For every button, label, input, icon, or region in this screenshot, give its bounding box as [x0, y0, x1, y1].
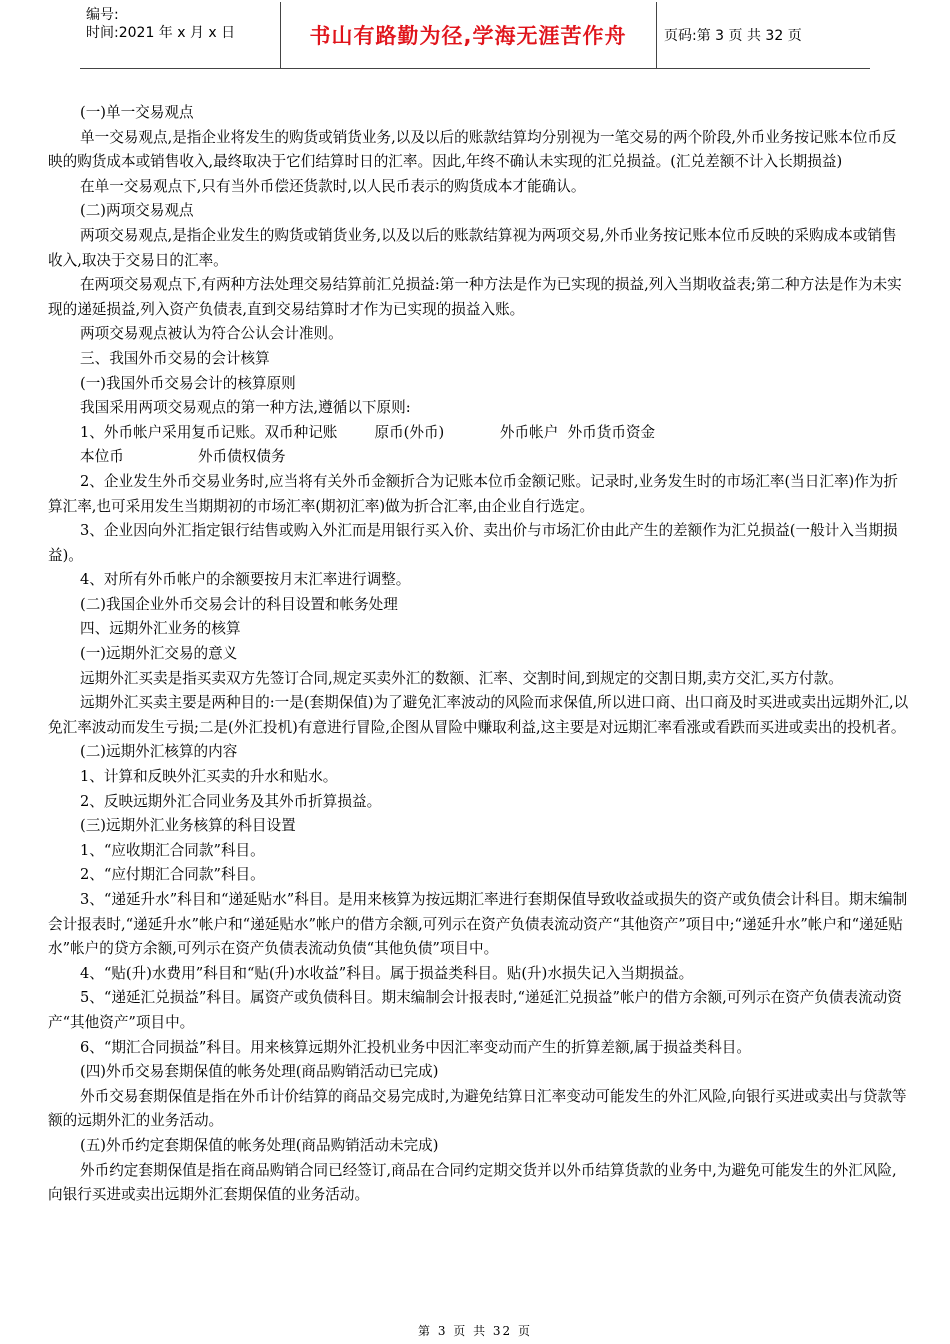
paragraph: 3、企业因向外汇指定银行结售或购入外汇而是用银行买入价、卖出价与市场汇价由此产生的差额作为汇兑损益(一般计入当期损益)。: [48, 522, 898, 564]
header-meta: [86, 6, 286, 42]
paragraph: 外币约定套期保值是指在商品购销合同已经签订,商品在合同约定期交货并以外币结算货款的业务中,为避免可能发生的外汇风险,向银行买进或卖出远期外汇套期保值的业务活动。: [48, 1161, 897, 1204]
paragraph: (二)两项交易观点: [80, 202, 194, 220]
paragraph: 远期外汇买卖是指买卖双方先签订合同,规定买卖外汇的数额、汇率、交割时间,到规定的交割日期,卖方交汇,买方付款。: [80, 669, 843, 687]
time-label: 时间:2021 年 x 月 x 日: [86, 25, 236, 41]
header-divider: [656, 2, 657, 68]
paragraph: 外币交易套期保值是指在外币计价结算的商品交易完成时,为避免结算日汇率变动可能发生的外汇风险,向银行买进或卖出与贷款等额的远期外汇的业务活动。: [48, 1087, 907, 1130]
paragraph: 单一交易观点,是指企业将发生的购货或销货业务,以及以后的账款结算均分别视为一笔交易的两个阶段,外币业务按记账本位币反映的购货成本或销售收入,最终取决于它们结算时日的汇率。因此,年终不确认未实现的汇兑损益。(汇兑差额不计入长期损益): [48, 128, 897, 171]
paragraph: 5、“递延汇兑损益”科目。属资产或负债科目。期末编制会计报表时,“递延汇兑损益”帐户的借方余额,可列示在资产负债表流动资产“其他资产”项目中。: [48, 989, 902, 1031]
paragraph: 1、计算和反映外汇买卖的升水和贴水。: [80, 768, 338, 786]
paragraph: 1、外币帐户采用复币记账。双币种记账 原币(外币) 外币帐户 外币货币资金: [80, 423, 656, 441]
paragraph: (一)远期外汇交易的意义: [80, 645, 238, 663]
paragraph: (二)远期外汇核算的内容: [80, 743, 238, 761]
paragraph: (三)远期外汇业务核算的科目设置: [80, 817, 296, 835]
paragraph: (一)单一交易观点: [80, 104, 194, 121]
paragraph: 远期外汇买卖主要是两种目的:一是(套期保值)为了避免汇率波动的风险而求保值,所以进口商、出口商及时买进或卖出远期外汇,以免汇率波动而发生亏损;二是(外汇投机)有意进行冒险,企图从冒险中赚取利益,这主要是对远期汇率看涨或看跌而买进或卖出的投机者。: [48, 694, 909, 736]
paragraph: 4、“贴(升)水费用”科目和“贴(升)水收益”科目。属于损益类科目。贴(升)水损失记入当期损益。: [80, 964, 694, 982]
paragraph: 本位币 外币债权债务: [80, 448, 286, 466]
paragraph: (五)外币约定套期保值的帐务处理(商品购销活动未完成): [80, 1136, 439, 1154]
paragraph: 四、远期外汇业务的核算: [80, 620, 241, 638]
document-body: [48, 101, 910, 1208]
paragraph: 4、对所有外币帐户的余额要按月末汇率进行调整。: [80, 571, 411, 589]
header-page-info: 页码:第 3 页 共 32 页: [664, 28, 802, 44]
paragraph: 两项交易观点,是指企业发生的购货或销货业务,以及以后的账款结算视为两项交易,外币业务按记账本位币反映的采购成本或销售收入,取决于交易日的汇率。: [48, 226, 897, 269]
paragraph: 1、“应收期汇合同款”科目。: [80, 841, 265, 859]
paragraph: 2、企业发生外币交易业务时,应当将有关外币金额折合为记账本位币金额记账。记录时,业务发生时的市场汇率(当日汇率)作为折算汇率,也可采用发生当期期初的市场汇率(期初汇率)做为折合汇率,由企业自行选定。: [48, 472, 899, 515]
paragraph: 在单一交易观点下,只有当外币偿还货款时,以人民币表示的购货成本才能确认。: [80, 177, 586, 195]
page-header: [80, 2, 870, 69]
paragraph: (四)外币交易套期保值的帐务处理(商品购销活动已完成): [80, 1063, 439, 1081]
paragraph: (二)我国企业外币交易会计的科目设置和帐务处理: [80, 595, 398, 613]
page-footer: 第 3 页 共 32 页: [418, 1324, 532, 1338]
paragraph: 两项交易观点被认为符合公认会计准则。: [80, 325, 343, 343]
paragraph: (一)我国外币交易会计的核算原则: [80, 374, 296, 392]
paragraph: 我国采用两项交易观点的第一种方法,遵循以下原则:: [80, 399, 411, 417]
paragraph: 在两项交易观点下,有两种方法处理交易结算前汇兑损益:第一种方法是作为已实现的损益,列入当期收益表;第二种方法是作为未实现的递延损益,列入资产负债表,直到交易结算时才作为已实现的损益入账。: [48, 276, 902, 318]
paragraph: 三、我国外币交易的会计核算: [80, 349, 270, 367]
paragraph: 2、反映远期外汇合同业务及其外币折算损益。: [80, 792, 382, 810]
paragraph: 3、“递延升水”科目和“递延贴水”科目。是用来核算为按远期汇率进行套期保值导致收益或损失的资产或负债会计科目。期末编制会计报表时,“递延升水”帐户和“递延贴水”帐户的借方余额,可列示在资产负债表流动资产“其他资产”项目中;“递延升水”帐户和“递延贴水”帐户的贷方余额,可列示在资产负债表流动负债“其他负债”项目中。: [48, 891, 908, 958]
paragraph: 2、“应付期汇合同款”科目。: [80, 866, 265, 884]
paragraph: 6、“期汇合同损益”科目。用来核算远期外汇投机业务中因汇率变动而产生的折算差额,属于损益类科目。: [80, 1038, 751, 1056]
number-label: 编号:: [86, 7, 119, 23]
header-motto: 书山有路勤为径,学海无涯苦作舟: [309, 24, 627, 48]
